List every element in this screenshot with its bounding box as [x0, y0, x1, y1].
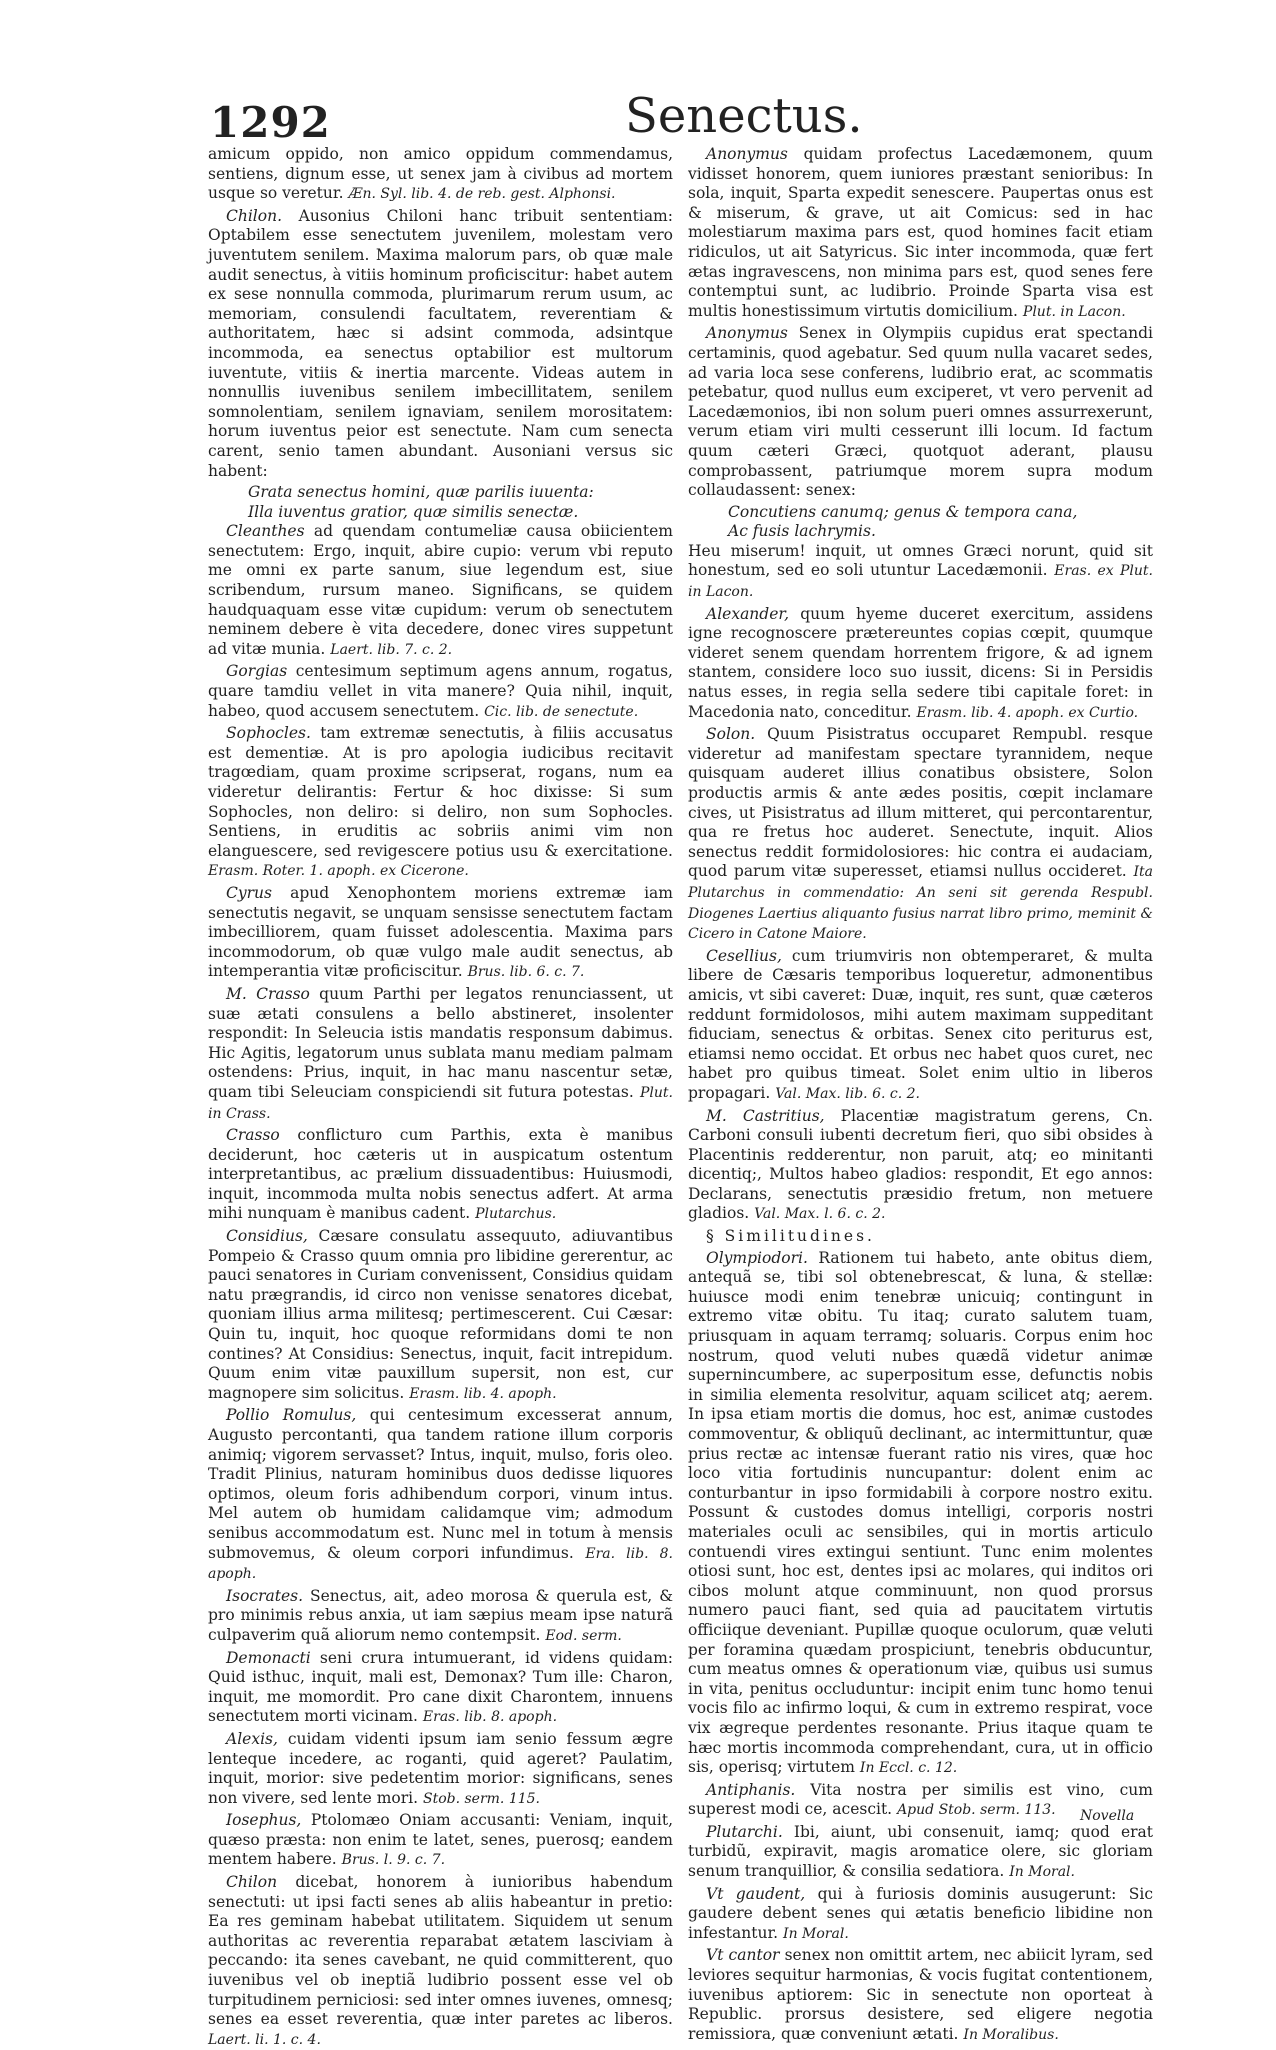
entry-name: Cyrus	[226, 883, 272, 902]
entry-text: Heu miserum! inquit, ut omnes Græci norunt, quid sit honestum, sed eo soli utuntur Lacedæmonii.	[688, 541, 1153, 580]
entry-text: Ptolomæo Oniam accusanti: Veniam, inquit, quæso præsta: non enim te latet, senes, puerosq; eandem mentem habere.	[208, 1811, 673, 1869]
entry-text: Senex in Olympiis cupidus erat spectandi certaminis, quod agebatur. Sed quum nulla vacaret sedes, ad varia loca sese conferens, ludibrio erat, ac scommatis petebatur, quod nullus eum exciperet, vt vero pervenit ad Lacedæmonios, ibi non solum pueri omnes assurrexerunt, verum etiam viri multi cesserunt illi locum. Id factum quum cæteri Græci, quotquot aderant, plausu comprobassent, patriumque morem supra modum collaudassent: senex:	[688, 324, 1153, 500]
source-reference: In Moralibus.	[963, 2026, 1059, 2043]
entry-paragraph	[208, 1811, 673, 1871]
entry-text: cum triumviris non obtemperaret, & multa libere de Cæsaris temporibus loqueretur, admonentibus amicis, vt sibi caveret: Duæ, inquit, res sunt, quæ cæteros reddunt formidolosos, mihi autem maximam suppeditant fiduciam, senectus & orbitas. Senex cito periturus est, etiamsi nemo occidat. Et orbus nec habet quos curet, nec habet pro quibus timeat. Solet enim ultio in liberos propagari.	[688, 946, 1153, 1102]
source-reference: Val. Max. l. 6. c. 2.	[754, 1206, 886, 1223]
right-column	[688, 145, 1153, 2043]
entry-paragraph	[688, 1946, 1153, 2045]
source-reference: Eras. ex Plut. in Lacon.	[688, 563, 1153, 601]
entry-paragraph	[688, 1107, 1153, 1226]
entry-text: Rationem tui habeto, ante obitus diem, antequã se, tibi sol obtenebrescat, & luna, & stellæ: huiusce modi enim tenebræ unicuiq; contingunt in extremo vitæ obitu. Tu itaq; curato salutem tuam, priusquam in aquam terramq; soluaris. Corpus enim hoc nostrum, quod veluti nubes quædã videtur animæ supernincumbere, ac superpositum esse, defunctis nobis in similia elementa resolvitur, aquam scilicet atq; aerem. In ipsa etiam mortis die domus, hoc est, animæ custodes commoventur, & obliquũ declinant, ac intermittuntur, quæ prius rectæ ac intensæ fuerant ratio nis vires, quæ hoc loco vitia fortudinis nuncupantur: dolent enim ac conturbantur in ipso formidabili à corpore nostro exitu. Possunt & custodes domus intelligi, corporis nostri materiales oculi ac sensibiles, qui in mortis articulo contuendi vires extingui sentiunt. Tunc enim molentes otiosi sunt, hoc est, dentes ipsi ac molares, qui inditos ori cibos molunt atque comminuunt, non quod prorsus numero pauci fiant, sed quia ad paucitatem virtutis officiique deveniant. Pupillæ quoque oculorum, quæ veluti per foramina quædam prospiciunt, tenebris obducuntur, cum meatus omnes & operationum viæ, quibus usi sumus in vita, penitus occluduntur: incipit enim tunc homo tenui vocis filo ac infirmo loqui, & cum in extremo respirat, voce vix ægreque perdentes resonante. Prius itaque quam te hæc mortis incommoda comprehendant, cura, ut in officio sis, operisq; virtutem	[688, 1248, 1153, 1777]
entry-name: Pollio Romulus,	[226, 1406, 357, 1425]
entry-text: quum Parthi per legatos renunciassent, ut suæ ætati consulens a bello abstineret, insolenter respondit: In Seleucia istis mandatis responsum dabimus. Hic Agitis, legatorum unus sublata manu mediam palmam ostendens: Prius, inquit, in hac manu nascentur setæ, quam tibi Seleuciam conspiciendi sit futura potestas.	[208, 984, 673, 1101]
entry-paragraph	[208, 1587, 673, 1647]
source-reference: Æn. Syl. lib. 4. de reb. gest. Alphonsi.	[348, 186, 616, 203]
source-reference: Plut. in Crass.	[208, 1084, 673, 1122]
entry-paragraph	[208, 884, 673, 983]
left-column	[208, 145, 674, 2048]
source-reference: Erasm. lib. 4. apoph.	[409, 1385, 557, 1402]
entry-name: Anonymus	[706, 145, 788, 163]
source-reference: Brus. lib. 6. c. 7.	[467, 964, 585, 981]
source-reference: In Eccl. c. 12.	[859, 1760, 958, 1777]
source-reference: Eod. serm.	[545, 1627, 622, 1644]
entry-name: Demonacti	[226, 1648, 311, 1667]
source-reference: Ita Plutarchus in commendatio: An seni sit gerenda Respubl. Diogenes Laertius aliquanto fusius narrat libro primo, meminit & Cicero in Catone Maiore.	[688, 864, 1153, 943]
source-reference: Laert. li. 1. c. 4.	[208, 2031, 321, 2048]
entry-paragraph	[208, 985, 673, 1124]
entry-paragraph	[208, 1649, 673, 1728]
source-reference: Plutarchus.	[475, 1206, 557, 1223]
catchword: Novella	[1080, 1808, 1135, 1824]
source-reference: Eras. lib. 8. apoph.	[422, 1709, 558, 1726]
entry-name: Cleanthes	[226, 522, 305, 541]
entry-name: Vt cantor	[706, 1946, 780, 1965]
verse-line: Concutiens canumq; genus & tempora cana,	[728, 502, 1078, 521]
entry-paragraph	[688, 1885, 1153, 1945]
verse-line: Illa iuventus gratior, quæ similis senectæ.	[248, 502, 579, 521]
entry-text: Ausonius Chiloni hanc tribuit sententiam: Optabilem esse senectutem juvenilem, molestam vero juventutem senilem. Maxima malorum pars, ob quæ male audit senectus, à vitiis hominum proficiscitur: habet autem ex sese nonnulla commoda, plurimarum rerum usum, ac memoriam, consulendi facultatem, reverentiam & authoritatem, hæc si adsint commoda, adsintque incommoda, ea senectus optabilior est multorum iuventute, vitiis & inertia marcente. Videas autem in nonnullis iuvenibus senilem imbecillitatem, senilem somnolentiam, senilem ignaviam, senilem morositatem: horum iuventus peior est senectute. Nam cum senecta carent, senio tamen abundant. Ausoniani versus sic habent:	[208, 206, 673, 480]
entry-paragraph	[688, 725, 1153, 945]
entry-text: Vita nostra per similis est vino, cum superest modi ce, acescit.	[688, 1780, 1153, 1819]
source-reference: In Moral.	[1009, 1864, 1075, 1881]
source-reference: Cic. lib. de senectute.	[484, 703, 639, 720]
entry-text: Placentiæ magistratum gerens, Cn. Carboni consuli iubenti decretum fieri, quo sibi obsides à Placentinis redderentur, non paruit, atq; eo minitanti dicentiq;, Multos habeo gladios: respondit, Et ego annos: Declarans, senectutis præsidio fretum, non metuere gladios.	[688, 1106, 1153, 1223]
source-reference: Apud Stob. serm. 113.	[897, 1802, 1056, 1819]
entry-name: Vt gaudent,	[706, 1884, 806, 1903]
entry-name: Cesellius,	[706, 946, 782, 965]
entry-text: quidam profectus Lacedæmonem, quum vidisset honorem, quem iuniores præstant senioribus: In sola, inquit, Sparta expedit senescere. Paupertas onus est & miserum, & grave, ut ait Comicus: sed in hac molestiarum maxima pars est, quod homines facit etiam ridiculos, ut ait Satyricus. Sic inter incommoda, quæ fert ætas ingravescens, non minima pars est, quod senes fere contemptui sunt, ac ludibrio. Proinde Sparta visa est multis honestissimum virtutis domicilium.	[688, 145, 1153, 320]
source-reference: Brus. l. 9. c. 7.	[341, 1852, 446, 1869]
entry-text: apud Xenophontem moriens extremæ iam senectutis negavit, se unquam sensisse senectutem factam imbecilliorem, quam fuisset adolescentia. Maxima pars incommodorum, ob quæ vulgo male audit senectus, ab intemperantia vitæ proficiscitur.	[208, 883, 673, 981]
entry-paragraph	[208, 1227, 673, 1404]
entry-text: senex non omittit artem, nec abiicit lyram, sed leviores sequitur harmonias, & vocis fugitat contentionem, iuvenibus aptiorem: Sic in senectute non oporteat à Republic. prorsus desistere, sed eligere negotia remissiora, quæ conveniunt ætati.	[688, 1946, 1153, 2043]
entry-paragraph	[208, 724, 673, 882]
source-reference: In Moral.	[783, 1925, 849, 1942]
verse-line: Ac fusis lachrymis.	[728, 522, 876, 541]
section-heading: § Similitudines.	[706, 1227, 875, 1246]
entry-text: cuidam videnti ipsum iam senio fessum ægre lenteque incedere, ac roganti, quid ageret? Paulatim, inquit, morior: sive pedetentim morior: significans, senes non vivere, sed lente mori.	[208, 1729, 674, 1807]
running-head: Senectus.	[625, 88, 863, 144]
entry-name: Iosephus,	[226, 1811, 302, 1830]
source-reference: Val. Max. lib. 6. c. 2.	[775, 1085, 920, 1102]
entry-name: M. Castritius,	[706, 1106, 825, 1125]
entry-text: amicum oppido, non amico oppidum commendamus, sentiens, dignum esse, ut senex jam à civibus ad mortem usque so veretur.	[208, 145, 673, 203]
entry-text: dicebat, honorem à iunioribus habendum senectuti: ut ipsi facti senes ab aliis habeantur in pretio: Ea res geminam habebat utilitatem. Siquidem ut senum authoritas ac reverentia reparabat ætatem lasciviam à peccando: ita senes cavebant, ne quid committerent, quo iuvenibus vel ob ineptiã ludibrio possent esse vel ob turpitudinem perniciosi: sed inter omnes iuvenes, omnesq; senes ea esset reverentia, quæ inter paretes ac liberos.	[208, 1873, 673, 2029]
entry-paragraph	[688, 947, 1153, 1105]
entry-name: Crasso	[226, 1126, 280, 1145]
source-reference: Era. lib. 8. apoph.	[208, 1545, 673, 1583]
entry-name: Solon.	[706, 725, 756, 744]
entry-text: centesimum septimum agens annum, rogatus, quare tamdiu vellet in vita manere? Quia nihil, inquit, habeo, quod accusem senectutem.	[208, 662, 673, 720]
entry-text: Senectus, ait, adeo morosa & querula est, & pro minimis rebus anxia, ut iam sæpius meam ipse naturã culpaverim quã aliorum nemo contempsit.	[208, 1586, 673, 1644]
entry-paragraph	[688, 605, 1153, 724]
entry-paragraph	[208, 145, 673, 205]
entry-name: Olympiodori.	[706, 1248, 808, 1267]
entry-paragraph	[208, 662, 673, 722]
entry-paragraph	[688, 324, 1153, 500]
entry-name: Chilon.	[226, 206, 282, 225]
entry-name: Alexander,	[706, 604, 790, 623]
entry-name: M. Crasso	[226, 984, 310, 1003]
entry-paragraph	[688, 1249, 1153, 1779]
entry-name: Gorgias	[226, 662, 288, 681]
entry-paragraph	[208, 1730, 673, 1809]
entry-paragraph	[208, 1873, 673, 2050]
entry-text: ad quendam contumeliæ causa obiicientem senectutem: Ergo, inquit, abire cupio: verum vbi reputo me omni ex parte sanum, siue legendum est, siue scribendum, rursum maneo. Significans, se quidem haudquaquam esse vitæ cupidum: verum ob senectutem neminem debere è vita decedere, donec vires suppetunt ad vitæ munia.	[208, 522, 673, 658]
entry-paragraph	[208, 207, 673, 481]
entry-name: Considius,	[226, 1227, 308, 1246]
entry-text: Cæsare consulatu assequuto, adiuvantibus Pompeio & Crasso quum omnia pro libidine gererentur, ac pauci senatores in Curiam convenissent, Considius quidam natu prægrandis, id circo non venisse senatores dicebat, quoniam illius arma militesq; pertimescerent. Cui Cæsar: Quin tu, inquit, hoc quoque reformidans domi te non contines? At Considius: Senectus, inquit, facit intrepidum. Quum enim vitæ pauxillum supersit, non est, cur magnopere sim solicitus.	[208, 1227, 673, 1402]
entry-name: Antiphanis.	[706, 1780, 796, 1799]
entry-name: Sophocles.	[226, 724, 311, 743]
entry-text: Ibi, aiunt, ubi consenuit, iamq; quod erat turbidũ, expiravit, magis aromatice olere, sic gloriam senum tranquillior, & consilia sedatiora.	[688, 1822, 1153, 1881]
entry-paragraph	[688, 1823, 1153, 1883]
source-reference: Laert. lib. 7. c. 2.	[330, 641, 453, 658]
entry-name: Plutarchi.	[706, 1822, 783, 1841]
entry-text: conflicturo cum Parthis, exta è manibus deciderunt, hoc cæteris ut in auspicatum ostentum interpretantibus, ac prælium dissuadentibus: Huiusmodi, inquit, incommoda multa nobis senectus adfert. At arma mihi nunquam è manibus cadent.	[208, 1126, 673, 1223]
entry-name: Alexis,	[226, 1729, 278, 1748]
entry-paragraph	[208, 1126, 673, 1225]
source-reference: Erasm. Roter. 1. apoph. ex Cicerone.	[208, 863, 469, 880]
source-reference: Plut. in Lacon.	[1022, 303, 1126, 320]
entry-text: Quum Pisistratus occuparet Rempubl. resque videretur ad manifestam spectare tyrannidem, neque quisquam auderet illius conatibus obsistere, Solon productis armis & ante ædes positis, cœpit inclamare cives, ut Pisistratus ad illum mitteret, qui percontarentur, qua re fretus hoc auderet. Senectute, inquit. Alios senectus reddit formidolosiores: hic contra ei audaciam, quod parum vitæ superesset, etiamsi nullus occideret.	[688, 725, 1153, 881]
entry-paragraph	[208, 522, 673, 660]
entry-paragraph	[688, 542, 1153, 603]
source-reference: Erasm. lib. 4. apoph. ex Curtio.	[916, 704, 1139, 721]
entry-paragraph	[688, 145, 1153, 322]
entry-name: Anonymus	[706, 324, 788, 343]
entry-text: tam extremæ senectutis, à filiis accusatus est dementiæ. At is pro apologia iudicibus recitavit tragœdiam, quam proxime scripserat, rogans, num ea videretur delirantis: Fertur & hoc dixisse: Si sum Sophocles, non deliro: si deliro, non sum Sophocles. Sentiens, in eruditis ac sobriis animi vim non elanguescere, sed revigescere potius usu & exercitatione.	[208, 724, 673, 860]
page-number: 1292	[210, 98, 331, 147]
entry-text: seni crura intumuerant, id videns quidam: Quid isthuc, inquit, mali est, Demonax? Tum ille: Charon, inquit, me momordit. Pro cane dixit Charontem, innuens senectutem morti vicinam.	[208, 1648, 673, 1726]
entry-text: quum hyeme duceret exercitum, assidens igne recognoscere prætereuntes copias cœpit, quumque videret senem quendam horrentem frigore, & ad ignem stantem, considere loco suo iussit, dicens: Si in Persidis natus esses, in regia sella sedere tibi capitale foret: in Macedonia nato, conceditur.	[688, 604, 1153, 721]
entry-text: qui centesimum excesserat annum, Augusto percontanti, qua tandem ratione illum corporis animiq; vigorem servasset? Intus, inquit, mulso, foris oleo. Tradit Plinius, naturam hominibus duos dedisse liquores optimos, oleum foris adhibendum corpori, vinum intus. Mel autem ob humidam calidamque vim; admodum senibus accommodatum est. Nunc mel in totum à mensis submovemus, & oleum corpori infundimus.	[208, 1406, 673, 1562]
source-reference: Stob. serm. 115.	[422, 1790, 541, 1807]
entry-name: Chilon	[226, 1873, 278, 1892]
verse-line: Grata senectus homini, quæ parilis iuuenta:	[248, 483, 594, 502]
entry-paragraph	[208, 1406, 673, 1584]
entry-name: Isocrates.	[226, 1586, 304, 1605]
entry-text: qui à furiosis dominis ausugerunt: Sic gaudere debent senes qui ætatis beneficio libidine non infestantur.	[688, 1884, 1153, 1942]
